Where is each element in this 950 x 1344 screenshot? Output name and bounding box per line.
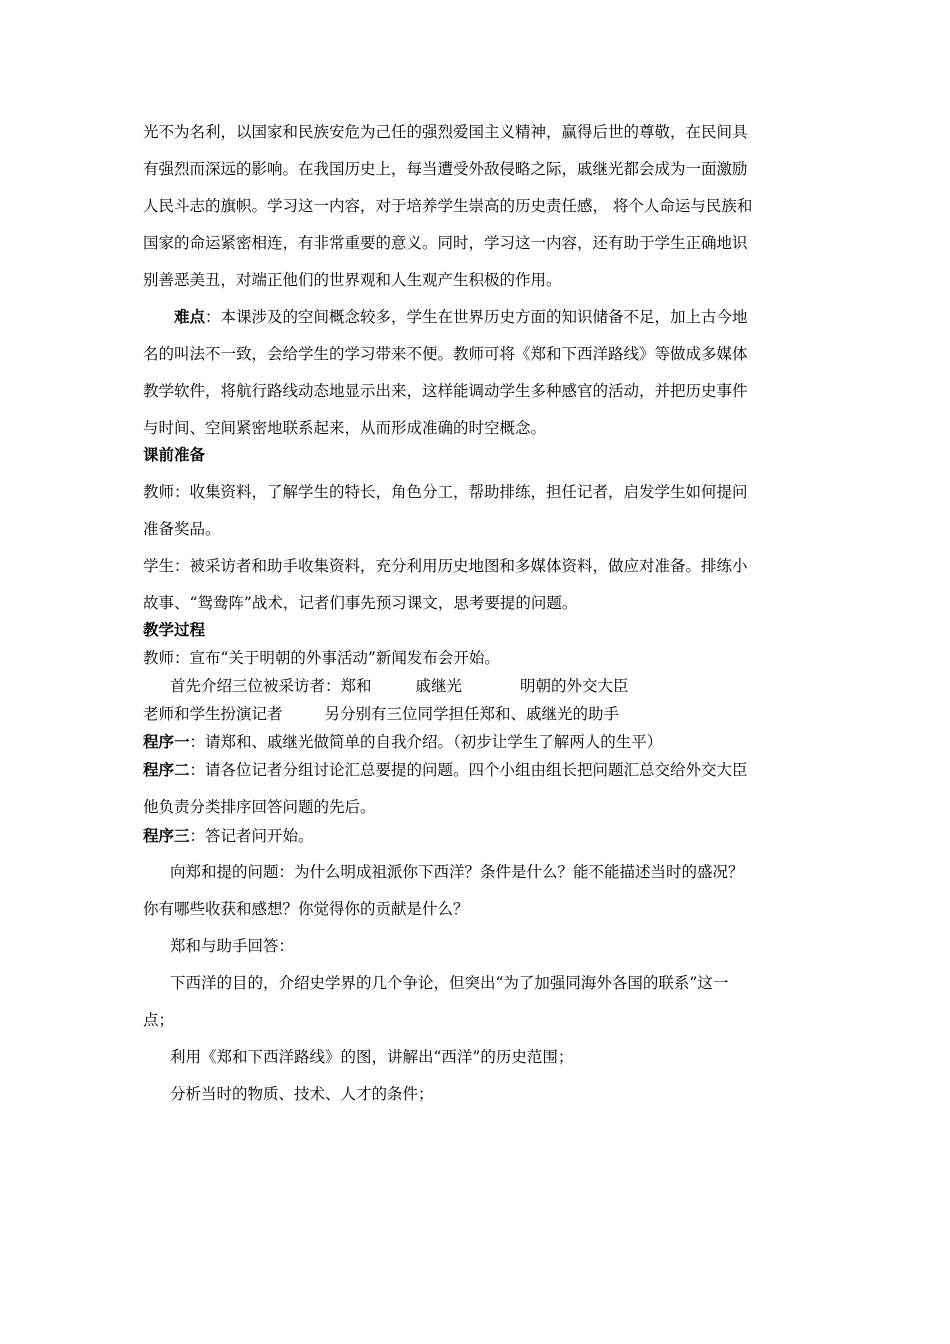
step2-line [143,760,811,780]
answer-line: 分析当时的物质、技术、人才的条件； [170,1085,434,1103]
step1-text: ：请郑和、戚继光做简单的自我介绍。（初步让学生了解两人的生平） [189,733,663,751]
answer-intro: 郑和与助手回答： [170,937,295,955]
paragraph-line: 光不为名利，以国家和民族安危为己任的强烈爱国主义精神，赢得后世的尊敬，在民间具 [143,123,748,141]
question-line: 向郑和提的问题：为什么明成祖派你下西洋？条件是什么？能不能描述当时的盛况？ [170,863,744,881]
difficulty-text: ：本课涉及的空间概念较多，学生在世界历史方面的知识储备不足，加上古今地 [205,308,748,326]
paragraph-line: 别善恶美丑，对端正他们的世界观和人生观产生积极的作用。 [143,271,562,289]
paragraph-line: 人民斗志的旗帜。学习这一内容，对于培养学生崇高的历史责任感， 将个人命运与民族和 [143,197,753,215]
roles-part-b: 另分别有三位同学担任郑和、戚继光的助手 [324,705,620,723]
intro-part-c: 明朝的外交大臣 [520,677,629,695]
intro-line [143,676,811,696]
step3-line [143,826,811,846]
step2-line-cont: 他负责分类排序回答问题的先后。 [143,798,376,816]
section-heading-process: 教学过程 [143,620,206,639]
step2-label: 程序二 [143,760,190,779]
prep-teacher-line: 准备奖品。 [143,520,221,538]
section-heading-prep: 课前准备 [143,445,206,464]
step3-label: 程序三 [143,826,190,845]
prep-student-line: 故事、“鸳鸯阵”战术，记者们事先预习课文，思考要提的问题。 [143,594,578,612]
question-line: 你有哪些收获和感想？你觉得你的贡献是什么？ [143,900,469,918]
step1-label: 程序一 [143,732,190,751]
prep-student-line: 学生：被采访者和助手收集资料，充分利用历史地图和多媒体资料，做应对准备。排练小 [143,557,748,575]
difficulty-label: 难点 [174,307,206,326]
difficulty-line: 名的叫法不一致，会给学生的学习带来不便。教师可将《郑和下西洋路线》等做成多媒体 [143,345,748,363]
answer-line: 点； [143,1011,175,1029]
intro-part-a: 首先介绍三位被采访者：郑和 [170,677,372,695]
document-page [143,122,811,1103]
step3-text: ：答记者问开始。 [189,827,314,845]
difficulty-line: 与时间、空间紧密地联系起来，从而形成准确的时空概念。 [143,419,547,437]
announce-line: 教师：宣布“关于明朝的外事活动”新闻发布会开始。 [143,649,500,667]
intro-part-b: 戚继光 [415,677,463,695]
roles-part-a: 老师和学生扮演记者 [143,705,283,723]
paragraph-line: 国家的命运紧密相连，有非常重要的意义。同时，学习这一内容，还有助于学生正确地识 [143,234,748,252]
difficulty-line: 教学软件，将航行路线动态地显示出来，这样能调动学生多种感官的活动，并把历史事件 [143,382,748,400]
answer-line: 利用《郑和下西洋路线》的图，讲解出“西洋”的历史范围； [170,1048,574,1066]
step2-text: ：请各位记者分组讨论汇总要提的问题。四个小组由组长把问题汇总交给外交大臣 [189,761,748,779]
difficulty-paragraph [143,307,811,327]
prep-teacher-line: 教师：收集资料，了解学生的特长，角色分工，帮助排练，担任记者，启发学生如何提问 [143,483,748,501]
step1-line [143,732,811,752]
paragraph-line: 有强烈而深远的影响。在我国历史上，每当遭受外敌侵略之际，戚继光都会成为一面激励 [143,160,748,178]
roles-line [143,704,811,724]
answer-line: 下西洋的目的，介绍史学界的几个争论，但突出“为了加强同海外各国的联系”这一 [170,974,729,992]
